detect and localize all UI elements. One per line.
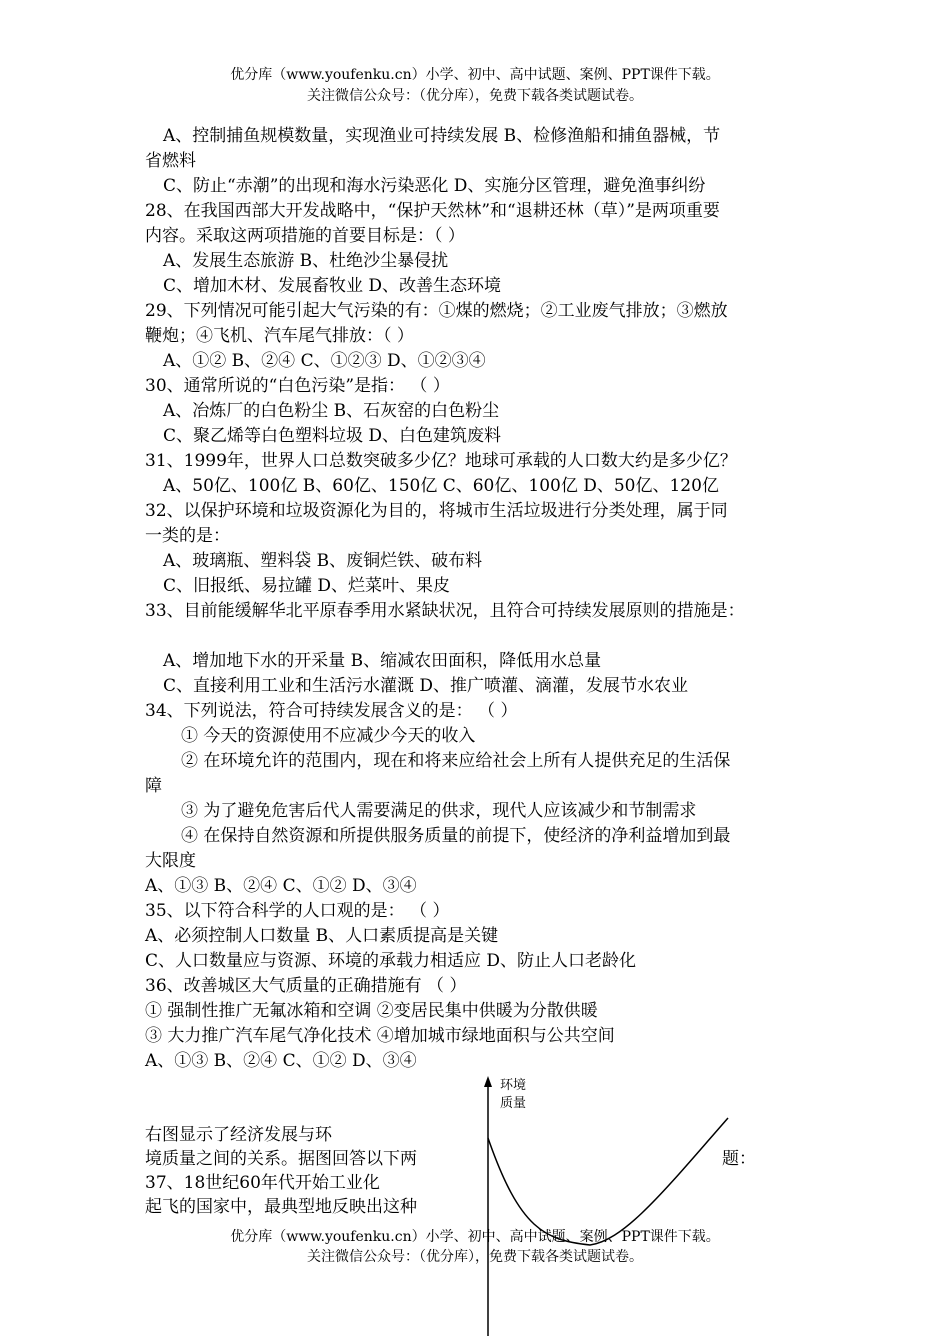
text-line: 30、通常所说的“白色污染”是指： （ ） (145, 376, 450, 396)
text-line: A、增加地下水的开采量 B、缩减农田面积，降低用水总量 (163, 651, 602, 671)
text-line: 36、改善城区大气质量的正确措施有 （ ） (145, 976, 467, 996)
header-line-1: 优分库（www.youfenku.cn）小学、初中、高中试题、案例、PPT课件下载。 (230, 67, 720, 83)
text-line: 起飞的国家中，最典型地反映出这种 (145, 1197, 417, 1217)
text-line: C、旧报纸、易拉罐 D、烂菜叶、果皮 (163, 576, 451, 596)
text-line: ③ 为了避免危害后代人需要满足的供求，现代人应该减少和节制需求 (181, 801, 697, 821)
text-line: 内容。采取这两项措施的首要目标是：（ ） (145, 226, 465, 246)
footer-line-1: 优分库（www.youfenku.cn）小学、初中、高中试题、案例、PPT课件下载。 (230, 1229, 720, 1245)
text-line: ④ 在保持自然资源和所提供服务质量的前提下，使经济的净利益增加到最 (181, 826, 731, 846)
text-line: C、人口数量应与资源、环境的承载力相适应 D、防止人口老龄化 (145, 951, 637, 971)
text-line: 33、目前能缓解华北平原春季用水紧缺状况，且符合可持续发展原则的措施是： (145, 601, 745, 621)
text-line: 34、下列说法，符合可持续发展含义的是： （ ） (145, 701, 518, 721)
text-line: 鞭炮；④飞机、汽车尾气排放：（ ） (145, 326, 414, 346)
text-line: A、①③ B、②④ C、①② D、③④ (145, 1051, 417, 1071)
footer-line-2: 关注微信公众号：（优分库），免费下载各类试题试卷。 (307, 1249, 643, 1265)
text-line: C、防止“赤潮”的出现和海水污染恶化 D、实施分区管理，避免渔事纠纷 (163, 176, 706, 196)
y-axis-label-line-1: 环境 (500, 1078, 527, 1093)
text-line: 省燃料 (145, 151, 196, 171)
text-line: A、发展生态旅游 B、杜绝沙尘暴侵扰 (163, 251, 449, 271)
text-line: 28、在我国西部大开发战略中，“保护天然林”和“退耕还林（草）”是两项重要 (145, 201, 720, 221)
text-line: 一类的是： (145, 526, 230, 546)
text-line: 29、下列情况可能引起大气污染的有：①煤的燃烧；②工业废气排放；③燃放 (145, 301, 728, 321)
text-line: A、必须控制人口数量 B、人口素质提高是关键 (145, 926, 499, 946)
environment-quality-curve (488, 1118, 728, 1245)
text-line: C、聚乙烯等白色塑料垃圾 D、白色建筑废料 (163, 426, 502, 446)
text-line: ① 强制性推广无氟冰箱和空调 ②变居民集中供暖为分散供暖 (145, 1001, 598, 1021)
text-line: 32、以保护环境和垃圾资源化为目的，将城市生活垃圾进行分类处理，属于同 (145, 501, 728, 521)
text-line: 31、1999年，世界人口总数突破多少亿？地球可承载的人口数大约是多少亿？ (145, 451, 737, 471)
text-line: 题： (722, 1149, 756, 1169)
text-line: 障 (145, 776, 162, 796)
header-line-2: 关注微信公众号：（优分库），免费下载各类试题试卷。 (307, 88, 643, 104)
text-line: ① 今天的资源使用不应减少今天的收入 (181, 726, 476, 746)
text-line: 大限度 (145, 851, 196, 871)
text-line: ③ 大力推广汽车尾气净化技术 ④增加城市绿地面积与公共空间 (145, 1026, 615, 1046)
text-line: 35、以下符合科学的人口观的是： （ ） (145, 901, 450, 921)
y-axis-arrow-icon (484, 1076, 492, 1087)
text-line: C、直接利用工业和生活污水灌溉 D、推广喷灌、滴灌，发展节水农业 (163, 676, 689, 696)
text-line: C、增加木材、发展畜牧业 D、改善生态环境 (163, 276, 502, 296)
text-line: A、50亿、100亿 B、60亿、150亿 C、60亿、100亿 D、50亿、120亿 (163, 476, 719, 496)
text-line: A、①③ B、②④ C、①② D、③④ (145, 876, 417, 896)
text-line: A、玻璃瓶、塑料袋 B、废铜烂铁、破布料 (163, 551, 483, 571)
text-line: A、冶炼厂的白色粉尘 B、石灰窑的白色粉尘 (163, 401, 500, 421)
y-axis-label-line-2: 质量 (500, 1096, 527, 1111)
text-line: A、控制捕鱼规模数量，实现渔业可持续发展 B、检修渔船和捕鱼器械，节 (163, 126, 721, 146)
text-line: 境质量之间的关系。据图回答以下两 (145, 1149, 417, 1169)
text-line: 37、18世纪60年代开始工业化 (145, 1173, 380, 1193)
text-line: 右图显示了经济发展与环 (145, 1125, 332, 1145)
text-line: ② 在环境允许的范围内，现在和将来应给社会上所有人提供充足的生活保 (181, 751, 731, 771)
text-line: A、①② B、②④ C、①②③ D、①②③④ (163, 351, 486, 371)
